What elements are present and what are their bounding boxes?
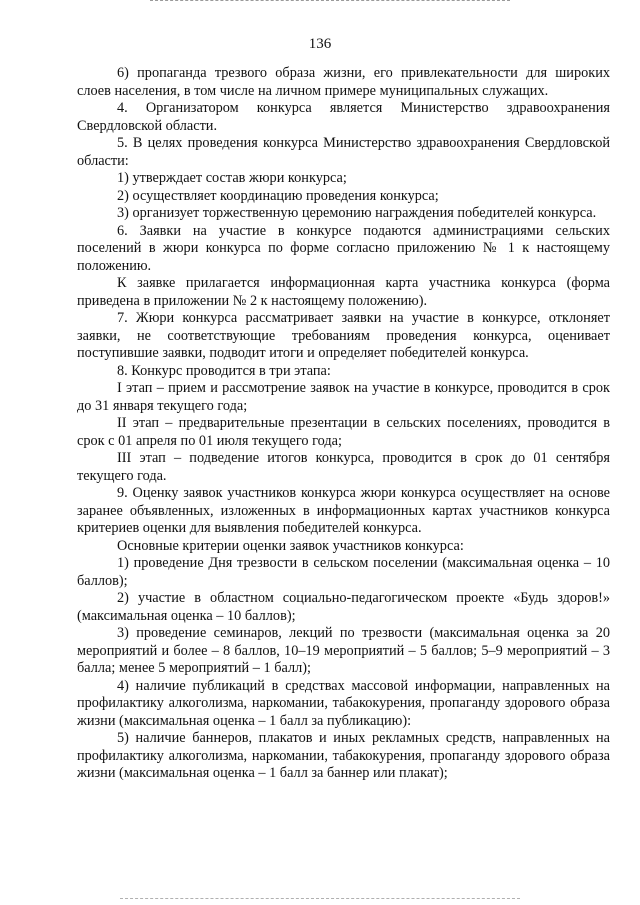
paragraph: Основные критерии оценки заявок участников конкурса: bbox=[117, 537, 464, 554]
paragraph: 7. Жюри конкурса рассматривает заявки на участие в конкурсе, отклоняет заявки, не соответствующие требованиям проведения конкурса, оценивает поступившие заявки, подводит итоги и определяет победителей конкурса. bbox=[77, 310, 610, 361]
paragraph: 3) организует торжественную церемонию награждения победителей конкурса. bbox=[117, 205, 597, 221]
paragraph: 8. Конкурс проводится в три этапа: bbox=[117, 362, 331, 379]
scan-edge-bottom bbox=[120, 898, 520, 901]
paragraph: 1) утверждает состав жюри конкурса; bbox=[117, 170, 347, 186]
paragraph: 5. В целях проведения конкурса Министерство здравоохранения Свердловской области: bbox=[77, 135, 610, 169]
paragraph: К заявке прилагается информационная карта участника конкурса (форма приведена в приложении № 2 к настоящему положению). bbox=[77, 275, 610, 309]
document-body bbox=[77, 65, 610, 783]
paragraph: 6) пропаганда трезвого образа жизни, его привлекательности для широких слоев населения, в том числе на личном примере муниципальных служащих. bbox=[77, 65, 610, 99]
paragraph: 4. Организатором конкурса является Министерство здравоохранения Свердловской области. bbox=[77, 100, 610, 134]
paragraph: II этап – предварительные презентации в сельских поселениях, проводится в срок с 01 апреля по 01 июля текущего года; bbox=[77, 415, 610, 449]
scan-edge-top bbox=[150, 0, 510, 3]
paragraph: I этап – прием и рассмотрение заявок на участие в конкурсе, проводится в срок до 31 января текущего года; bbox=[77, 380, 610, 414]
paragraph: 6. Заявки на участие в конкурсе подаются администрациями сельских поселений в жюри конкурса по форме согласно приложению № 1 к настоящему положению. bbox=[77, 222, 610, 274]
page-number: 136 bbox=[308, 36, 332, 52]
paragraph: III этап – подведение итогов конкурса, проводится в срок до 01 сентября текущего года. bbox=[77, 450, 610, 484]
paragraph: 9. Оценку заявок участников конкурса жюри конкурса осуществляет на основе заранее объявленных, изложенных в информационных картах участников конкурса критериев оценки для выявления победителей конкурса. bbox=[77, 485, 610, 536]
paragraph: 4) наличие публикаций в средствах массовой информации, направленных на профилактику алкоголизма, наркомании, табакокурения, пропаганду здорового образа жизни (максимальная оценка – 1 балл за публикацию): bbox=[77, 677, 610, 729]
paragraph: 5) наличие баннеров, плакатов и иных рекламных средств, направленных на профилактику алкоголизма, наркомании, табакокурения, пропаганду здорового образа жизни (максимальная оценка – 1 балл за баннер или плакат); bbox=[77, 730, 610, 781]
paragraph: 1) проведение Дня трезвости в сельском поселении (максимальная оценка – 10 баллов); bbox=[77, 555, 610, 589]
paragraph: 2) участие в областном социально-педагогическом проекте «Будь здоров!» (максимальная оценка – 10 баллов); bbox=[77, 590, 610, 624]
paragraph: 2) осуществляет координацию проведения конкурса; bbox=[117, 187, 439, 204]
paragraph: 3) проведение семинаров, лекций по трезвости (максимальная оценка за 20 мероприятий и более – 8 баллов, 10–19 мероприятий – 5 баллов; 5–9 мероприятий – 3 балла; менее 5 мероприятий – 1 балл); bbox=[77, 625, 610, 676]
